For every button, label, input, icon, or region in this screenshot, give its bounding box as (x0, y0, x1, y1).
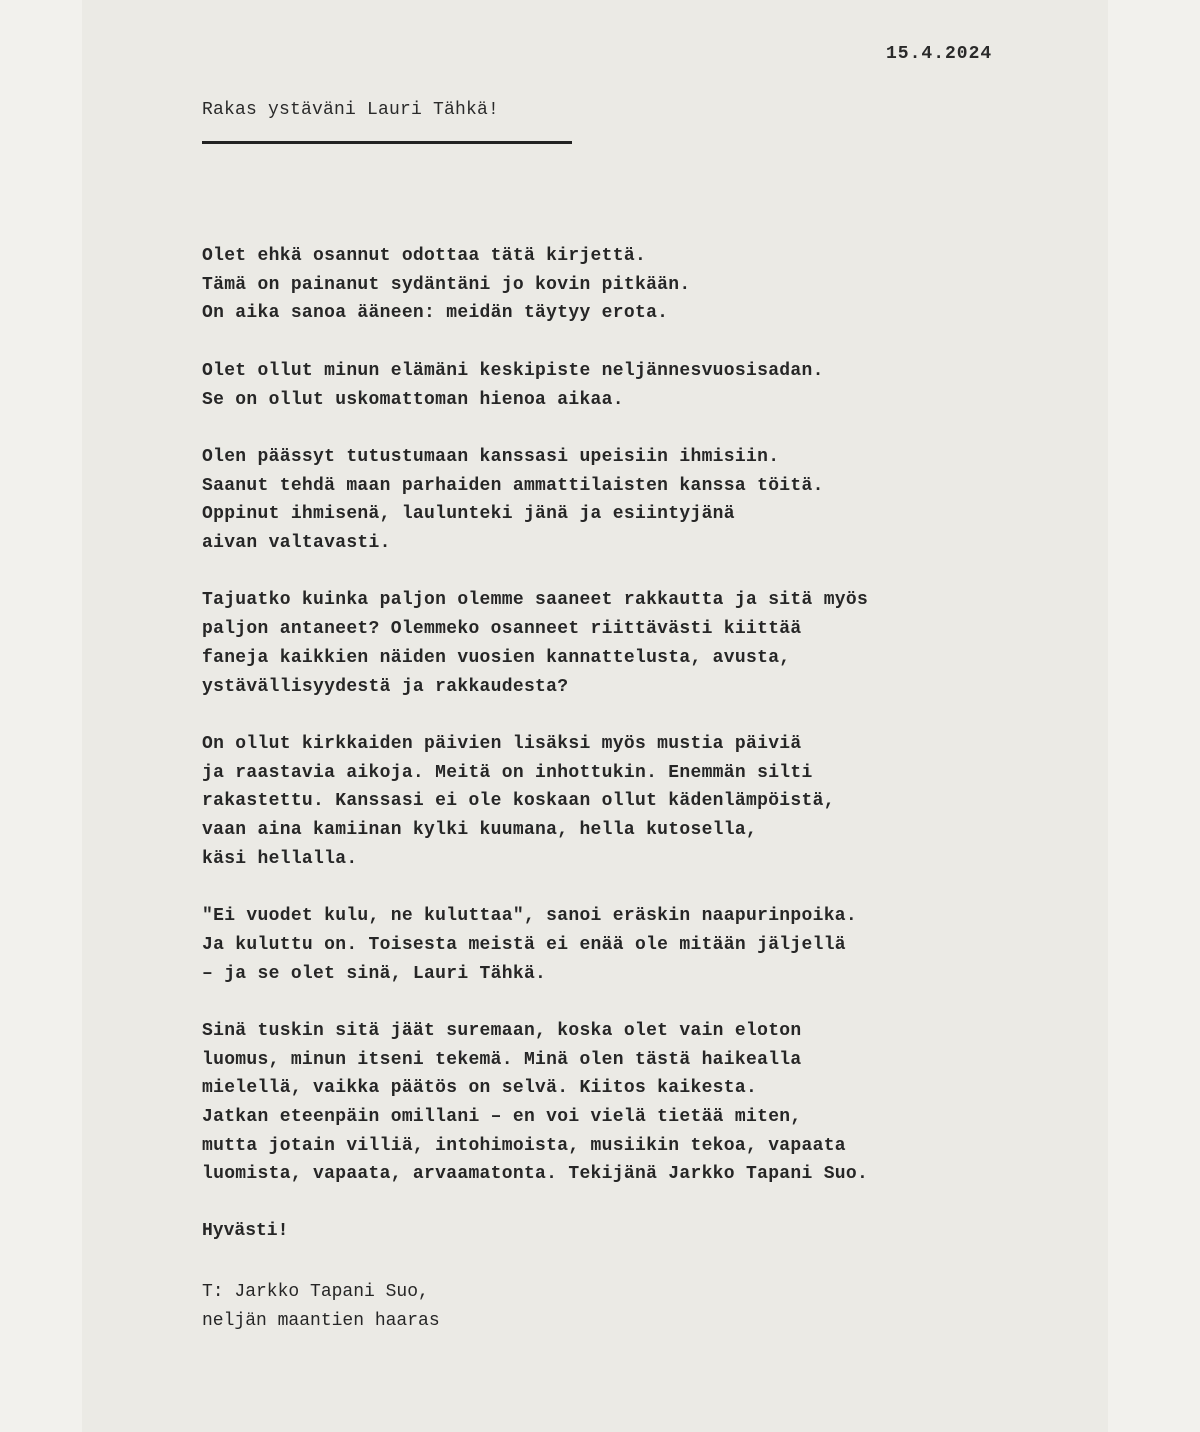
text-line: Tämä on painanut sydäntäni jo kovin pitkään. (202, 274, 691, 295)
paragraph-4 (202, 586, 1042, 701)
paragraph-5 (202, 730, 1042, 874)
text-line: "Ei vuodet kulu, ne kuluttaa", sanoi eräskin naapurinpoika. (202, 906, 858, 927)
text-line: luomus, minun itseni tekemä. Minä olen tästä haikealla (202, 1049, 802, 1070)
letter-body (202, 242, 1042, 1218)
paragraph-7 (202, 1017, 1042, 1189)
letter-signature (202, 1278, 440, 1335)
paragraph-3 (202, 443, 1042, 558)
greeting-underline (202, 141, 572, 144)
letter-farewell: Hyvästi! (202, 1221, 289, 1241)
text-line: rakastettu. Kanssasi ei ole koskaan ollut kädenlämpöistä, (202, 791, 835, 812)
text-line: luomista, vapaata, arvaamatonta. Tekijänä Jarkko Tapani Suo. (202, 1164, 869, 1185)
text-line: ystävällisyydestä ja rakkaudesta? (202, 676, 569, 697)
paragraph-2 (202, 357, 1042, 414)
text-line: Olen päässyt tutustumaan kanssasi upeisiin ihmisiin. (202, 446, 780, 467)
letter-greeting: Rakas ystäväni Lauri Tähkä! (202, 100, 500, 120)
paragraph-6 (202, 902, 1042, 988)
text-line: vaan aina kamiinan kylki kuumana, hella kutosella, (202, 820, 758, 840)
text-line: On ollut kirkkaiden päivien lisäksi myös mustia päiviä (202, 733, 802, 754)
text-line: Oppinut ihmisenä, laulunteki jänä ja esiintyjänä (202, 504, 735, 525)
text-line: käsi hellalla. (202, 848, 358, 869)
text-line: Se on ollut uskomattoman hienoa aikaa. (202, 389, 624, 410)
text-line: Saanut tehdä maan parhaiden ammattilaisten kanssa töitä. (202, 475, 824, 496)
text-line: aivan valtavasti. (202, 533, 391, 553)
text-line: Tajuatko kuinka paljon olemme saaneet rakkautta ja sitä myös (202, 590, 869, 611)
text-line: Jatkan eteenpäin omillani – en voi vielä tietää miten, (202, 1107, 802, 1127)
text-line: Olet ehkä osannut odottaa tätä kirjettä. (202, 246, 647, 266)
text-line: Sinä tuskin sitä jäät suremaan, koska olet vain eloton (202, 1020, 802, 1041)
text-line: mielellä, vaikka päätös on selvä. Kiitos kaikesta. (202, 1078, 758, 1099)
signature-line: neljän maantien haaras (202, 1310, 440, 1331)
text-line: ja raastavia aikoja. Meitä on inhottukin. Enemmän silti (202, 762, 813, 783)
text-line: paljon antaneet? Olemmeko osanneet riittävästi kiittää (202, 619, 802, 640)
text-line: Olet ollut minun elämäni keskipiste neljännesvuosisadan. (202, 360, 824, 381)
letter-date: 15.4.2024 (886, 44, 993, 64)
text-line: – ja se olet sinä, Lauri Tähkä. (202, 963, 547, 984)
text-line: mutta jotain villiä, intohimoista, musiikin tekoa, vapaata (202, 1135, 846, 1156)
text-line: faneja kaikkien näiden vuosien kannattelusta, avusta, (202, 647, 791, 668)
text-line: On aika sanoa ääneen: meidän täytyy erota. (202, 303, 669, 324)
signature-line: T: Jarkko Tapani Suo, (202, 1282, 429, 1302)
paragraph-1 (202, 242, 1042, 328)
text-line: Ja kuluttu on. Toisesta meistä ei enää ole mitään jäljellä (202, 934, 846, 955)
